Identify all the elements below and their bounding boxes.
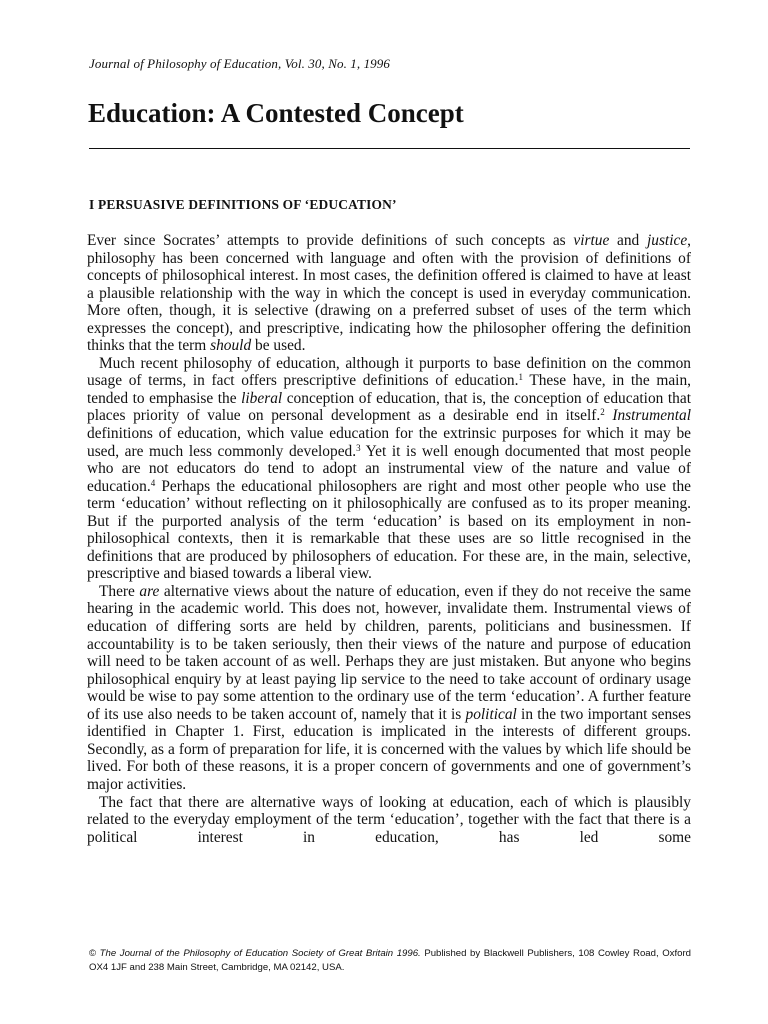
paragraph xyxy=(87,355,691,583)
title-divider xyxy=(89,148,690,149)
footer-publisher: Published by Blackwell Publishers, 108 Cowley Road, Oxford OX4 1JF and 238 Main Street, Cambridge, MA 02142, USA. xyxy=(89,948,691,973)
emphasis-text: are xyxy=(139,582,160,600)
text-run: definitions of education, which value education for the extrinsic purposes for which it may be used, are much less commonly developed. xyxy=(87,425,691,460)
article-title: Education: A Contested Concept xyxy=(88,98,464,128)
paragraph xyxy=(87,794,691,847)
text-run: alternative views about the nature of education, even if they do not receive the same hearing in the academic world. This does not, however, invalidate them. Instrumental views of education of differing sorts are held by children, parents, politicians and businessmen. If accountability is to be taken seriously, then their views of the nature and purpose of education will need to be taken account of as well. Perhaps they are just mistaken. But anyone who begins philosophical enquiry by at least paying lip service to the need to take account of ordinary usage would be wise to pay some attention to the ordinary use of the term ‘education’. A further feature of its use also needs to be taken account of, namely that it is xyxy=(87,582,691,723)
text-run: Perhaps the educational philosophers are right and most other people who use the term ‘education’ without reflecting on it philosophically are confused as to its proper meaning. But if the purported analysis of the term ‘education’ is based on its employment in non-philosophical contexts, then it is remarkable that these uses are so little recognised in the definitions that are produced by philosophers of education. For these are, in the main, selective, prescriptive and biased towards a liberal view. xyxy=(87,477,691,583)
footnote-marker: 1 xyxy=(518,372,523,383)
text-run: There xyxy=(99,582,140,600)
text-run: , philosophy has been concerned with language and often with the provision of definitions of concepts of philosophical interest. In most cases, the definition offered is claimed to have at least a plausible relationship with the way in which the concept is used in everyday communication. More often, though, it is selective (drawing on a preferred subset of uses of the term which expresses the concept), and prescriptive, indicating how the philosopher offering the definition thinks that the term xyxy=(87,232,692,355)
emphasis-text: virtue xyxy=(573,232,610,249)
text-run: Ever since Socrates’ attempts to provide definitions of such concepts as xyxy=(87,232,574,249)
emphasis-text: Instrumental xyxy=(612,407,691,425)
emphasis-text: liberal xyxy=(241,389,283,407)
text-run: The fact that there are alternative ways of looking at education, each of which is plausibly related to the everyday employment of the term ‘education’, together with the fact that there is a political interest in education, has led some xyxy=(87,793,691,846)
text-run: Yet it is well enough documented that most people who are not educators do tend to adopt an instrumental view of the nature and value of education. xyxy=(87,442,691,495)
section-heading: I PERSUASIVE DEFINITIONS OF ‘EDUCATION’ xyxy=(89,197,397,212)
emphasis-text: political xyxy=(465,705,517,723)
footer-society-name: The Journal of the Philosophy of Education Society of Great Britain 1996. xyxy=(99,948,421,959)
text-run: These have, in the main, tended to emphasise the xyxy=(87,372,691,407)
emphasis-text: should xyxy=(210,337,252,355)
text-run: and xyxy=(609,232,647,249)
footnote-marker: 3 xyxy=(356,442,361,453)
journal-citation: Journal of Philosophy of Education, Vol. 30, No. 1, 1996 xyxy=(89,56,390,71)
copyright-footer xyxy=(89,947,691,975)
text-run: conception of education, that is, the conception of education that places priority of value on personal development as a desirable end in itself. xyxy=(87,389,691,425)
text-run: in the two important senses identified in Chapter 1. First, education is implicated in the interests of different groups. Secondly, as a form of preparation for life, it is concerned with the values by which life should be lived. For both of these reasons, it is a proper concern of governments and one of government’s major activities. xyxy=(87,705,691,793)
footnote-marker: 4 xyxy=(150,477,156,488)
copyright-symbol: © xyxy=(89,948,97,959)
paragraph xyxy=(87,583,691,794)
article-body xyxy=(87,232,691,846)
footnote-marker: 2 xyxy=(600,407,605,418)
emphasis-text: justice xyxy=(646,232,688,249)
paragraph xyxy=(87,232,691,355)
text-run: be used. xyxy=(251,337,306,355)
text-run: Much recent philosophy of education, although it purports to base definition on the common usage of terms, in fact offers prescriptive definitions of education. xyxy=(87,354,691,390)
